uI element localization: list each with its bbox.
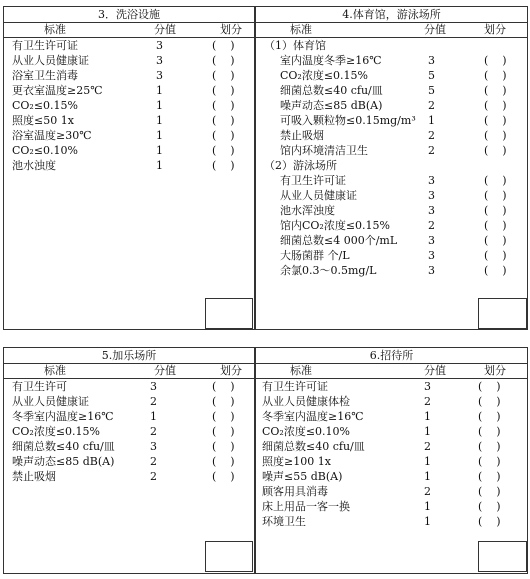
score-value: 2 bbox=[150, 470, 157, 483]
table-row bbox=[256, 158, 527, 173]
table-row bbox=[4, 424, 254, 439]
mark-blank[interactable]: ( ) bbox=[212, 395, 235, 408]
rows bbox=[4, 38, 254, 173]
score-value: 1 bbox=[156, 114, 163, 127]
mark-blank[interactable]: ( ) bbox=[478, 380, 501, 393]
panel-header bbox=[4, 363, 254, 379]
mark-blank[interactable]: ( ) bbox=[212, 410, 235, 423]
standard-text: 有卫生许可证 bbox=[280, 174, 346, 187]
score-value: 5 bbox=[428, 69, 435, 82]
table-row bbox=[256, 514, 527, 529]
mark-blank[interactable]: ( ) bbox=[478, 470, 501, 483]
score-value: 1 bbox=[428, 114, 435, 127]
score-value: 2 bbox=[428, 129, 435, 142]
table-row bbox=[4, 439, 254, 454]
mark-blank[interactable]: ( ) bbox=[484, 189, 507, 202]
standard-text: 禁止吸烟 bbox=[280, 129, 324, 142]
score-value: 3 bbox=[156, 69, 163, 82]
table-row bbox=[256, 218, 527, 233]
score-value: 2 bbox=[424, 395, 431, 408]
score-value: 3 bbox=[424, 380, 431, 393]
mark-blank[interactable]: ( ) bbox=[478, 485, 501, 498]
mark-blank[interactable]: ( ) bbox=[484, 219, 507, 232]
score-value: 3 bbox=[156, 54, 163, 67]
mark-blank[interactable]: ( ) bbox=[484, 99, 507, 112]
table-row bbox=[256, 233, 527, 248]
standard-text: CO₂浓度≤0.15% bbox=[280, 69, 369, 82]
header-score: 分值 bbox=[154, 23, 176, 36]
header-standard: 标准 bbox=[44, 23, 66, 36]
score-value: 3 bbox=[428, 264, 435, 277]
table-row bbox=[256, 484, 527, 499]
standard-text: 细菌总数≤40 cfu/皿 bbox=[262, 440, 365, 453]
score-value: 1 bbox=[156, 129, 163, 142]
header-standard: 标准 bbox=[290, 364, 312, 377]
mark-blank[interactable]: ( ) bbox=[478, 455, 501, 468]
score-value: 1 bbox=[424, 515, 431, 528]
score-value: 1 bbox=[424, 425, 431, 438]
standard-text: 馆内环境清洁卫生 bbox=[280, 144, 368, 157]
standard-text: CO₂浓度≤0.15% bbox=[12, 425, 101, 438]
standard-text: 有卫生许可证 bbox=[262, 380, 328, 393]
standard-text: 可吸入颗粒物≤0.15mg/m³ bbox=[280, 114, 416, 127]
standard-text: 床上用品一客一换 bbox=[262, 500, 350, 513]
score-total-box[interactable] bbox=[205, 298, 253, 329]
table-row bbox=[256, 409, 527, 424]
score-value: 3 bbox=[428, 234, 435, 247]
standard-text: 冬季室内温度≥16℃ bbox=[262, 410, 364, 423]
score-value: 1 bbox=[156, 144, 163, 157]
standard-text: 环境卫生 bbox=[262, 515, 306, 528]
mark-blank[interactable]: ( ) bbox=[478, 425, 501, 438]
score-total-box[interactable] bbox=[205, 541, 253, 572]
score-value: 2 bbox=[150, 395, 157, 408]
score-value: 1 bbox=[156, 159, 163, 172]
panel-title: 5.加乐场所 bbox=[4, 348, 254, 364]
header-mark: 划分 bbox=[220, 23, 242, 36]
table-row bbox=[4, 53, 254, 68]
standard-text: 馆内CO₂浓度≤0.15% bbox=[280, 219, 391, 232]
table-row bbox=[256, 143, 527, 158]
score-value: 3 bbox=[428, 189, 435, 202]
standard-text: 有卫生许可 bbox=[12, 380, 67, 393]
table-row bbox=[4, 158, 254, 173]
table-row bbox=[256, 113, 527, 128]
mark-blank[interactable]: ( ) bbox=[484, 54, 507, 67]
rows bbox=[256, 379, 527, 529]
score-value: 2 bbox=[428, 144, 435, 157]
standard-text: CO₂浓度≤0.10% bbox=[262, 425, 351, 438]
table-row bbox=[256, 128, 527, 143]
mark-blank[interactable]: ( ) bbox=[478, 410, 501, 423]
score-value: 2 bbox=[424, 440, 431, 453]
mark-blank[interactable]: ( ) bbox=[212, 54, 235, 67]
header-mark: 划分 bbox=[220, 364, 242, 377]
standard-text: 浴室温度≥30℃ bbox=[12, 129, 92, 142]
table-row bbox=[4, 143, 254, 158]
table-row bbox=[256, 469, 527, 484]
table-row bbox=[256, 188, 527, 203]
panel-title: 6.招待所 bbox=[256, 348, 527, 364]
standard-text: 余氯0.3～0.5mg/L bbox=[280, 264, 377, 277]
standard-text: 大肠菌群 个/L bbox=[280, 249, 350, 262]
standard-text: 从业人员健康证 bbox=[280, 189, 357, 202]
table-row bbox=[4, 38, 254, 53]
table-row bbox=[256, 203, 527, 218]
header-score: 分值 bbox=[424, 364, 446, 377]
panel-title: 4.体育馆，游泳场所 bbox=[256, 7, 527, 23]
panel-guesthouse bbox=[255, 347, 528, 574]
mark-blank[interactable]: ( ) bbox=[212, 144, 235, 157]
table-row bbox=[256, 454, 527, 469]
standard-text: （2）游泳场所 bbox=[264, 159, 337, 172]
table-row bbox=[4, 83, 254, 98]
header-score: 分值 bbox=[154, 364, 176, 377]
standard-text: CO₂≤0.10% bbox=[12, 144, 79, 157]
score-value: 3 bbox=[150, 380, 157, 393]
standard-text: 细菌总数≤4 000个/mL bbox=[280, 234, 398, 247]
score-value: 5 bbox=[428, 84, 435, 97]
standard-text: 细菌总数≤40 cfu/皿 bbox=[280, 84, 383, 97]
mark-blank[interactable]: ( ) bbox=[484, 264, 507, 277]
table-row bbox=[256, 173, 527, 188]
standard-text: CO₂≤0.15% bbox=[12, 99, 79, 112]
table-row bbox=[4, 454, 254, 469]
mark-blank[interactable]: ( ) bbox=[212, 470, 235, 483]
table-row bbox=[256, 439, 527, 454]
table-row bbox=[4, 68, 254, 83]
mark-blank[interactable]: ( ) bbox=[484, 204, 507, 217]
mark-blank[interactable]: ( ) bbox=[478, 500, 501, 513]
table-row bbox=[4, 98, 254, 113]
standard-text: 冬季室内温度≥16℃ bbox=[12, 410, 114, 423]
mark-blank[interactable]: ( ) bbox=[484, 114, 507, 127]
panel-header bbox=[4, 22, 254, 38]
score-value: 3 bbox=[428, 54, 435, 67]
table-row bbox=[4, 379, 254, 394]
score-value: 1 bbox=[156, 99, 163, 112]
table-row bbox=[4, 409, 254, 424]
mark-blank[interactable]: ( ) bbox=[478, 440, 501, 453]
panel-bathing-facilities bbox=[3, 6, 255, 330]
table-row bbox=[256, 499, 527, 514]
standard-text: 照度≥100 1x bbox=[262, 455, 331, 468]
mark-blank[interactable]: ( ) bbox=[212, 114, 235, 127]
table-row bbox=[256, 424, 527, 439]
mark-blank[interactable]: ( ) bbox=[484, 69, 507, 82]
standard-text: 噪声≤55 dB(A) bbox=[262, 470, 343, 483]
standard-text: 噪声动态≤85 dB(A) bbox=[12, 455, 115, 468]
mark-blank[interactable]: ( ) bbox=[212, 99, 235, 112]
score-value: 1 bbox=[424, 500, 431, 513]
table-row bbox=[256, 83, 527, 98]
standard-text: 照度≤50 1x bbox=[12, 114, 74, 127]
standard-text: 从业人员健康体检 bbox=[262, 395, 350, 408]
mark-blank[interactable]: ( ) bbox=[478, 515, 501, 528]
mark-blank[interactable]: ( ) bbox=[212, 425, 235, 438]
table-row bbox=[4, 128, 254, 143]
score-value: 2 bbox=[428, 219, 435, 232]
standard-text: 有卫生许可证 bbox=[12, 39, 78, 52]
standard-text: 池水浑浊度 bbox=[280, 204, 335, 217]
header-mark: 划分 bbox=[484, 364, 506, 377]
mark-blank[interactable]: ( ) bbox=[478, 395, 501, 408]
panel-title: 3．洗浴设施 bbox=[4, 7, 254, 23]
mark-blank[interactable]: ( ) bbox=[484, 249, 507, 262]
mark-blank[interactable]: ( ) bbox=[212, 129, 235, 142]
standard-text: 细菌总数≤40 cfu/皿 bbox=[12, 440, 115, 453]
score-value: 3 bbox=[428, 204, 435, 217]
score-value: 2 bbox=[150, 455, 157, 468]
standard-text: 顾客用具消毒 bbox=[262, 485, 328, 498]
mark-blank[interactable]: ( ) bbox=[212, 380, 235, 393]
score-value: 1 bbox=[424, 410, 431, 423]
panel-entertainment bbox=[3, 347, 255, 574]
header-standard: 标准 bbox=[44, 364, 66, 377]
score-value: 3 bbox=[150, 440, 157, 453]
standard-text: 池水浊度 bbox=[12, 159, 56, 172]
table-row bbox=[256, 98, 527, 113]
table-row bbox=[256, 379, 527, 394]
standard-text: （1）体育馆 bbox=[264, 39, 326, 52]
standard-text: 室内温度冬季≥16℃ bbox=[280, 54, 382, 67]
score-value: 2 bbox=[150, 425, 157, 438]
mark-blank[interactable]: ( ) bbox=[212, 84, 235, 97]
score-value: 1 bbox=[424, 455, 431, 468]
standard-text: 禁止吸烟 bbox=[12, 470, 56, 483]
standard-text: 浴室卫生消毒 bbox=[12, 69, 78, 82]
mark-blank[interactable]: ( ) bbox=[212, 69, 235, 82]
score-value: 1 bbox=[156, 84, 163, 97]
mark-blank[interactable]: ( ) bbox=[212, 39, 235, 52]
table-row bbox=[4, 469, 254, 484]
score-value: 3 bbox=[156, 39, 163, 52]
score-value: 3 bbox=[428, 249, 435, 262]
header-standard: 标准 bbox=[290, 23, 312, 36]
mark-blank[interactable]: ( ) bbox=[484, 144, 507, 157]
mark-blank[interactable]: ( ) bbox=[484, 174, 507, 187]
table-row bbox=[256, 248, 527, 263]
table-row bbox=[256, 394, 527, 409]
table-row bbox=[4, 394, 254, 409]
mark-blank[interactable]: ( ) bbox=[484, 234, 507, 247]
score-value: 1 bbox=[150, 410, 157, 423]
table-row bbox=[256, 68, 527, 83]
panel-header bbox=[256, 22, 527, 38]
score-value: 1 bbox=[424, 470, 431, 483]
score-value: 2 bbox=[428, 99, 435, 112]
panel-gym-swimming bbox=[255, 6, 528, 330]
panel-header bbox=[256, 363, 527, 379]
header-score: 分值 bbox=[424, 23, 446, 36]
standard-text: 噪声动态≤85 dB(A) bbox=[280, 99, 383, 112]
standard-text: 从业人员健康证 bbox=[12, 54, 89, 67]
standard-text: 更衣室温度≥25℃ bbox=[12, 84, 103, 97]
mark-blank[interactable]: ( ) bbox=[484, 129, 507, 142]
mark-blank[interactable]: ( ) bbox=[484, 84, 507, 97]
score-value: 2 bbox=[424, 485, 431, 498]
score-value: 3 bbox=[428, 174, 435, 187]
mark-blank[interactable]: ( ) bbox=[212, 455, 235, 468]
table-row bbox=[256, 38, 527, 53]
table-row bbox=[4, 113, 254, 128]
table-row bbox=[256, 263, 527, 278]
mark-blank[interactable]: ( ) bbox=[212, 159, 235, 172]
score-total-box[interactable] bbox=[478, 541, 527, 572]
header-mark: 划分 bbox=[484, 23, 506, 36]
standard-text: 从业人员健康证 bbox=[12, 395, 89, 408]
rows bbox=[4, 379, 254, 484]
mark-blank[interactable]: ( ) bbox=[212, 440, 235, 453]
score-total-box[interactable] bbox=[478, 298, 527, 329]
rows bbox=[256, 38, 527, 278]
table-row bbox=[256, 53, 527, 68]
